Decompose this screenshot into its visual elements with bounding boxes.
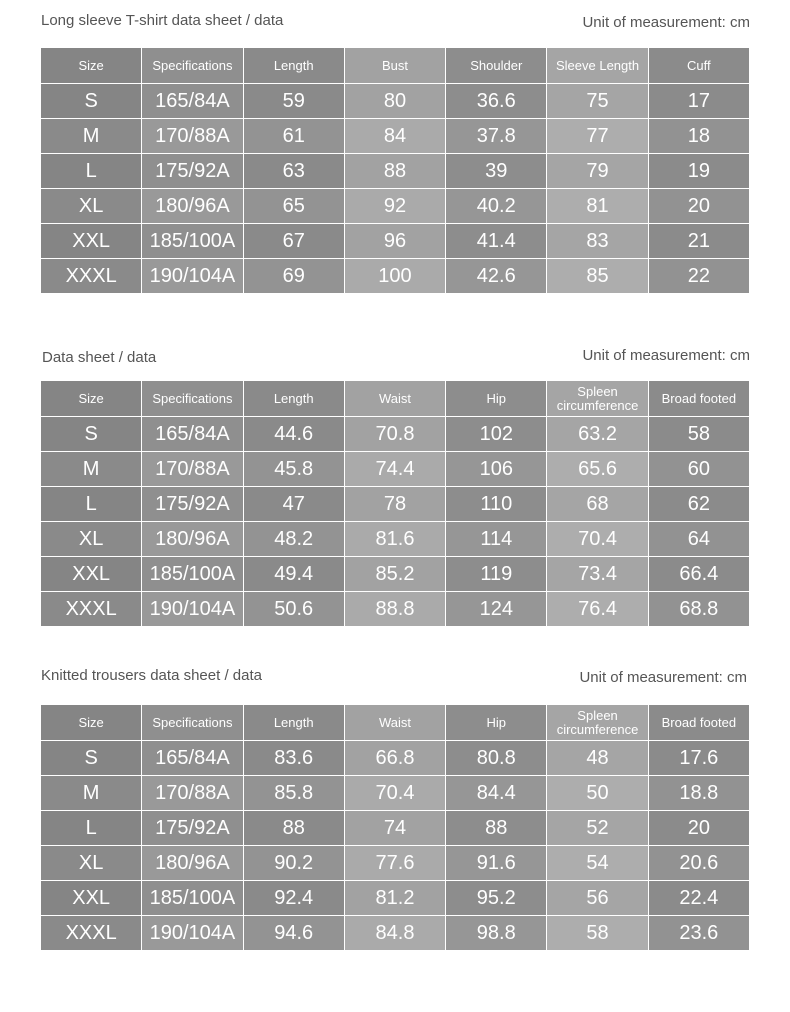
size-cell: XXXL (41, 259, 142, 294)
column-header: Hip (446, 705, 547, 741)
table-cell: 70.4 (547, 522, 648, 557)
size-table (40, 380, 750, 627)
table-cell: 77.6 (344, 846, 445, 881)
table-cell: 75 (547, 84, 648, 119)
table-cell: 185/100A (142, 224, 243, 259)
table-cell: 70.4 (344, 776, 445, 811)
table-cell: 69 (243, 259, 344, 294)
table-cell: 124 (446, 592, 547, 627)
table-cell: 185/100A (142, 557, 243, 592)
table-cell: 170/88A (142, 452, 243, 487)
table-cell: 74 (344, 811, 445, 846)
table-cell: 165/84A (142, 84, 243, 119)
table-cell: 61 (243, 119, 344, 154)
size-cell: M (41, 452, 142, 487)
size-cell: XL (41, 522, 142, 557)
table-cell: 190/104A (142, 592, 243, 627)
column-header: Shoulder (446, 48, 547, 84)
table-row (41, 119, 750, 154)
table-cell: 88.8 (344, 592, 445, 627)
table-cell: 17.6 (648, 741, 749, 776)
table-cell: 49.4 (243, 557, 344, 592)
table-cell: 22 (648, 259, 749, 294)
column-header: Length (243, 48, 344, 84)
table-cell: 185/100A (142, 881, 243, 916)
table-row (41, 487, 750, 522)
column-header: Waist (344, 705, 445, 741)
column-header: Size (41, 381, 142, 417)
table-cell: 85.8 (243, 776, 344, 811)
table-cell: 56 (547, 881, 648, 916)
table-cell: 52 (547, 811, 648, 846)
table-cell: 175/92A (142, 811, 243, 846)
table-cell: 66.4 (648, 557, 749, 592)
table-cell: 180/96A (142, 522, 243, 557)
size-table (40, 47, 750, 294)
table-cell: 96 (344, 224, 445, 259)
column-header: Hip (446, 381, 547, 417)
table-cell: 77 (547, 119, 648, 154)
table-cell: 65.6 (547, 452, 648, 487)
table-cell: 165/84A (142, 741, 243, 776)
table-row (41, 189, 750, 224)
table-cell: 98.8 (446, 916, 547, 951)
table-cell: 58 (547, 916, 648, 951)
table-cell: 88 (243, 811, 344, 846)
table-row (41, 259, 750, 294)
table-cell: 63.2 (547, 417, 648, 452)
table-cell: 85 (547, 259, 648, 294)
table-header-row (41, 48, 750, 84)
table-cell: 92.4 (243, 881, 344, 916)
column-header: Cuff (648, 48, 749, 84)
table-cell: 102 (446, 417, 547, 452)
table-cell: 175/92A (142, 154, 243, 189)
table-cell: 63 (243, 154, 344, 189)
table-cell: 62 (648, 487, 749, 522)
table-cell: 50.6 (243, 592, 344, 627)
column-header: Waist (344, 381, 445, 417)
table-cell: 83.6 (243, 741, 344, 776)
table-cell: 81.6 (344, 522, 445, 557)
table-row (41, 417, 750, 452)
column-header: Bust (344, 48, 445, 84)
size-cell: XL (41, 189, 142, 224)
table-cell: 80 (344, 84, 445, 119)
table-cell: 65 (243, 189, 344, 224)
table-cell: 84 (344, 119, 445, 154)
table-cell: 106 (446, 452, 547, 487)
table-cell: 21 (648, 224, 749, 259)
table-header-row (41, 705, 750, 741)
table-row (41, 741, 750, 776)
unit-label: Unit of measurement: cm (579, 669, 747, 686)
table-cell: 68.8 (648, 592, 749, 627)
table-cell: 190/104A (142, 259, 243, 294)
size-table (40, 704, 750, 951)
size-cell: XXL (41, 881, 142, 916)
table-cell: 20 (648, 811, 749, 846)
table-cell: 58 (648, 417, 749, 452)
column-header: Specifications (142, 705, 243, 741)
table-row (41, 916, 750, 951)
table-cell: 47 (243, 487, 344, 522)
table-row (41, 84, 750, 119)
table-cell: 80.8 (446, 741, 547, 776)
table-cell: 88 (446, 811, 547, 846)
table-cell: 175/92A (142, 487, 243, 522)
size-cell: M (41, 776, 142, 811)
table-cell: 74.4 (344, 452, 445, 487)
table-cell: 190/104A (142, 916, 243, 951)
table-cell: 92 (344, 189, 445, 224)
table-cell: 95.2 (446, 881, 547, 916)
table-row (41, 154, 750, 189)
table-cell: 36.6 (446, 84, 547, 119)
table-cell: 88 (344, 154, 445, 189)
table-cell: 85.2 (344, 557, 445, 592)
table-cell: 67 (243, 224, 344, 259)
table-row (41, 846, 750, 881)
unit-label: Unit of measurement: cm (582, 14, 750, 31)
size-cell: XL (41, 846, 142, 881)
table-cell: 22.4 (648, 881, 749, 916)
section-title: Long sleeve T-shirt data sheet / data (41, 12, 284, 29)
table-cell: 18 (648, 119, 749, 154)
column-header: Size (41, 705, 142, 741)
table-cell: 48.2 (243, 522, 344, 557)
table-cell: 41.4 (446, 224, 547, 259)
table-cell: 70.8 (344, 417, 445, 452)
column-header: Length (243, 381, 344, 417)
table-cell: 73.4 (547, 557, 648, 592)
table-cell: 165/84A (142, 417, 243, 452)
table-cell: 20.6 (648, 846, 749, 881)
table-cell: 79 (547, 154, 648, 189)
table-cell: 20 (648, 189, 749, 224)
table-cell: 170/88A (142, 119, 243, 154)
column-header: Spleen circumference (547, 381, 648, 417)
table-row (41, 557, 750, 592)
column-header: Broad footed (648, 381, 749, 417)
size-cell: XXXL (41, 592, 142, 627)
table-cell: 19 (648, 154, 749, 189)
table-cell: 94.6 (243, 916, 344, 951)
size-cell: XXL (41, 224, 142, 259)
column-header: Broad footed (648, 705, 749, 741)
table-cell: 66.8 (344, 741, 445, 776)
table-row (41, 452, 750, 487)
table-cell: 91.6 (446, 846, 547, 881)
section-title: Knitted trousers data sheet / data (41, 667, 262, 684)
table-cell: 90.2 (243, 846, 344, 881)
column-header: Sleeve Length (547, 48, 648, 84)
size-cell: L (41, 154, 142, 189)
table-cell: 119 (446, 557, 547, 592)
table-row (41, 522, 750, 557)
column-header: Size (41, 48, 142, 84)
table-cell: 17 (648, 84, 749, 119)
size-cell: S (41, 741, 142, 776)
size-cell: S (41, 417, 142, 452)
size-cell: M (41, 119, 142, 154)
table-cell: 44.6 (243, 417, 344, 452)
table-cell: 83 (547, 224, 648, 259)
table-cell: 48 (547, 741, 648, 776)
column-header: Specifications (142, 381, 243, 417)
table-cell: 84.8 (344, 916, 445, 951)
table-cell: 180/96A (142, 846, 243, 881)
table-cell: 59 (243, 84, 344, 119)
table-cell: 78 (344, 487, 445, 522)
table-cell: 81.2 (344, 881, 445, 916)
table-row (41, 224, 750, 259)
column-header: Specifications (142, 48, 243, 84)
column-header: Spleen circumference (547, 705, 648, 741)
table-cell: 114 (446, 522, 547, 557)
table-cell: 39 (446, 154, 547, 189)
column-header: Length (243, 705, 344, 741)
table-cell: 54 (547, 846, 648, 881)
size-cell: XXL (41, 557, 142, 592)
table-row (41, 881, 750, 916)
table-row (41, 592, 750, 627)
size-cell: L (41, 811, 142, 846)
table-cell: 110 (446, 487, 547, 522)
table-cell: 84.4 (446, 776, 547, 811)
table-cell: 37.8 (446, 119, 547, 154)
table-cell: 23.6 (648, 916, 749, 951)
table-cell: 50 (547, 776, 648, 811)
table-row (41, 811, 750, 846)
table-cell: 45.8 (243, 452, 344, 487)
size-cell: L (41, 487, 142, 522)
table-header-row (41, 381, 750, 417)
table-cell: 60 (648, 452, 749, 487)
unit-label: Unit of measurement: cm (582, 347, 750, 364)
table-cell: 40.2 (446, 189, 547, 224)
table-cell: 18.8 (648, 776, 749, 811)
size-cell: XXXL (41, 916, 142, 951)
section-title: Data sheet / data (42, 349, 157, 366)
table-cell: 180/96A (142, 189, 243, 224)
table-cell: 100 (344, 259, 445, 294)
table-cell: 64 (648, 522, 749, 557)
table-cell: 170/88A (142, 776, 243, 811)
table-cell: 81 (547, 189, 648, 224)
table-cell: 76.4 (547, 592, 648, 627)
table-row (41, 776, 750, 811)
table-cell: 68 (547, 487, 648, 522)
size-cell: S (41, 84, 142, 119)
table-cell: 42.6 (446, 259, 547, 294)
